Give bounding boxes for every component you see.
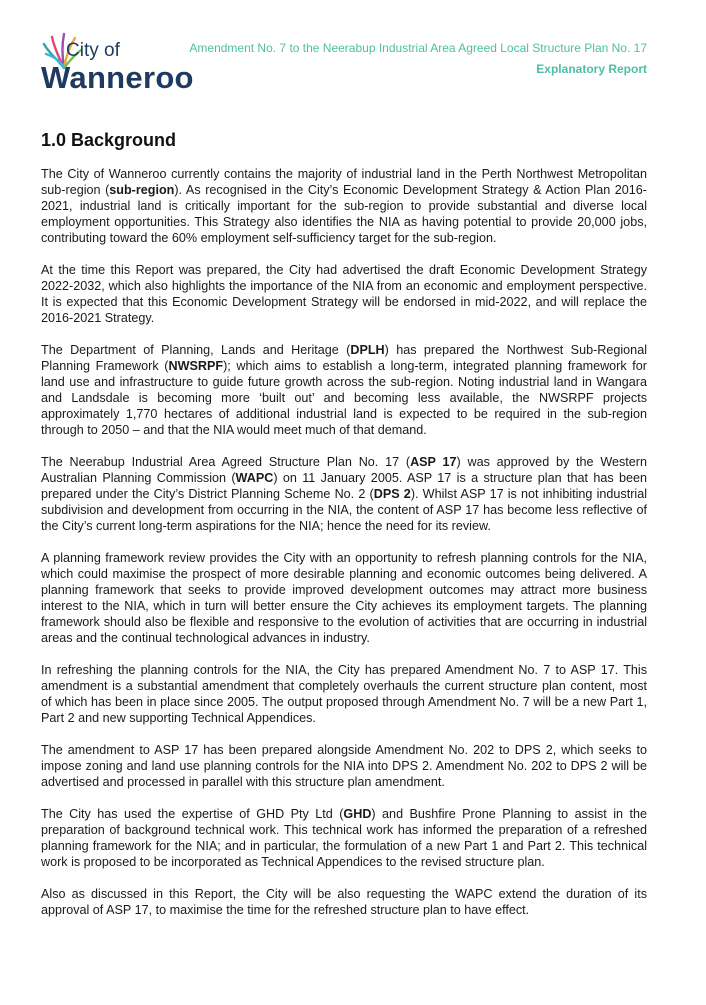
bold-term: DPS 2 <box>373 487 411 501</box>
paragraph-text: The City of Wanneroo currently contains the majority of industrial land in the Perth Northwest Metropolitan sub-region ( <box>41 167 647 197</box>
paragraph-text: The City has used the expertise of GHD Pty Ltd ( <box>41 807 344 821</box>
paragraph <box>41 742 647 790</box>
document-header-subtitle: Explanatory Report <box>536 62 647 76</box>
paragraph <box>41 662 647 726</box>
paragraph <box>41 166 647 246</box>
paragraph-text: ) on 11 January 2005. ASP 17 is a structure plan that has been prepared under the City’s District Planning Scheme No. 2 ( <box>41 471 647 501</box>
bold-term: WAPC <box>235 471 274 485</box>
paragraph-text: The Neerabup Industrial Area Agreed Structure Plan No. 17 ( <box>41 455 411 469</box>
paragraph-text: ); which aims to establish a long-term, integrated planning framework for land use and infrastructure to guide future growth across the sub-region. Noting industrial land in Wangara and Landsdale is becoming more ‘built out’ and becoming less available, the NWSRPF projects approximately 1,770 hectares of additional industrial land is expected to be required in the sub-region through to 2050 – and that the NIA would meet much of that demand. <box>41 359 648 437</box>
paragraph-text: The amendment to ASP 17 has been prepared alongside Amendment No. 202 to DPS 2, which seeks to impose zoning and land use planning controls for the NIA into DPS 2. Amendment No. 202 to DPS 2 will be advertised and processed in parallel with this structure plan amendment. <box>41 743 647 789</box>
section-heading: 1.0 Background <box>41 130 177 150</box>
paragraph-text: The Department of Planning, Lands and Heritage ( <box>41 343 351 357</box>
paragraph-text: A planning framework review provides the City with an opportunity to refresh planning controls for the NIA, which could maximise the prospect of more desirable planning and economic outcomes being delivered. A planning framework that seeks to provide improved development outcomes may attract more business interest to the NIA, which in turn will better ensure the City achieves its employment targets. The planning framework should also be flexible and responsive to the evolution of activities that are occurring in industrial areas and the continual technological advances in industry. <box>41 551 647 645</box>
bold-term: NWSRPF <box>168 359 224 373</box>
paragraph <box>41 550 647 646</box>
paragraph <box>41 806 647 870</box>
paragraph-text: ). Whilst ASP 17 is not inhibiting industrial subdivision and development from occurring in the NIA, the content of ASP 17 has become less reflective of the City’s current long-term aspirations for the NIA; hence the need for its review. <box>41 487 647 533</box>
bold-term: ASP 17 <box>410 455 457 469</box>
document-body <box>41 166 647 934</box>
paragraph <box>41 454 647 534</box>
bold-term: DPLH <box>350 343 385 357</box>
paragraph-text: At the time this Report was prepared, the City had advertised the draft Economic Development Strategy 2022-2032, which also highlights the importance of the NIA from an economic and employment perspective. It is expected that this Economic Development Strategy will be endorsed in mid-2022, and will replace the 2016-2021 Strategy. <box>41 263 647 325</box>
bold-term: sub-region <box>109 183 175 197</box>
paragraph <box>41 262 647 326</box>
paragraph-text: Also as discussed in this Report, the City will be also requesting the WAPC extend the duration of its approval of ASP 17, to maximise the time for the refreshed structure plan to have effect. <box>41 887 647 917</box>
paragraph-text: ) and Bushfire Prone Planning to assist in the preparation of background technical work. This technical work has informed the preparation of a refreshed planning framework for the NIA; and in particular, the formulation of a new Part 1 and Part 2. This technical work is proposed to be incorporated as Technical Appendices to the revised structure plan. <box>41 807 647 869</box>
paragraph-text: ). As recognised in the City’s Economic Development Strategy & Action Plan 2016-2021, industrial land is critically important for the sub-region to provide substantial and diverse local employment opportunities. This Strategy also identifies the NIA as having potential to provide 20,000 jobs, contributing toward the 60% employment self-sufficiency target for the sub-region. <box>41 183 647 245</box>
paragraph-text: In refreshing the planning controls for the NIA, the City has prepared Amendment No. 7 to ASP 17. This amendment is a substantial amendment that completely overhauls the current structure plan content, most of which has been in place since 2005. The output proposed through Amendment No. 7 will be a new Part 1, Part 2 and new supporting Technical Appendices. <box>41 663 647 725</box>
paragraph <box>41 342 647 438</box>
bold-term: GHD <box>343 807 372 821</box>
paragraph <box>41 886 647 918</box>
paragraph-text: ) has prepared the Northwest Sub-Regional Planning Framework ( <box>41 343 647 373</box>
document-header-title: Amendment No. 7 to the Neerabup Industrial Area Agreed Local Structure Plan No. 17 <box>189 41 647 55</box>
logo-text-city-of: City of <box>66 40 120 61</box>
logo-text-wanneroo: Wanneroo <box>41 60 194 95</box>
paragraph-text: ) was approved by the Western Australian Planning Commission ( <box>41 455 648 485</box>
